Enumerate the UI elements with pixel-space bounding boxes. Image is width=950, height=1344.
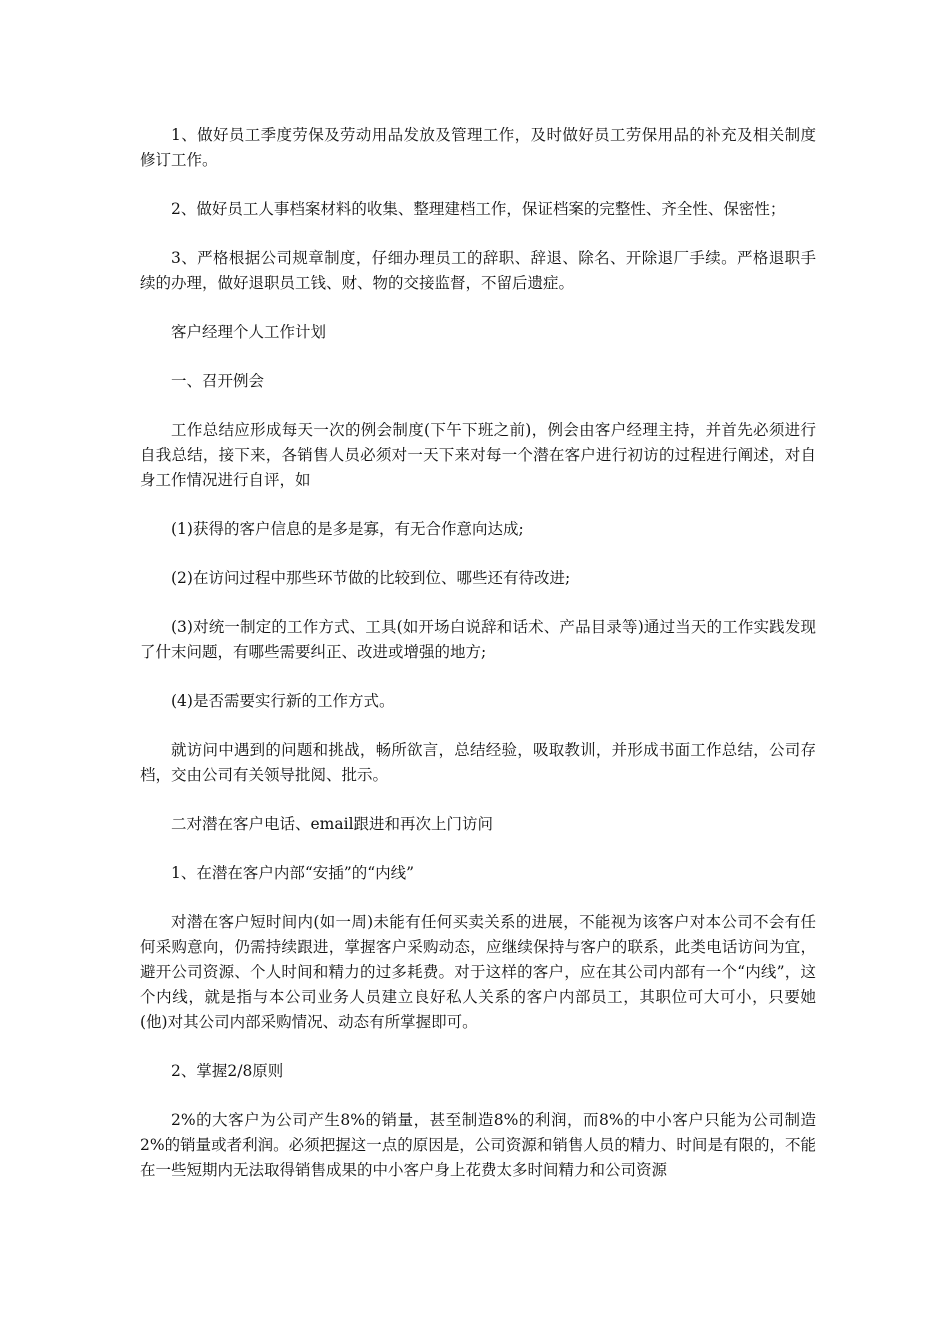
paragraph-inside-contact: 对潜在客户短时间内(如一周)未能有任何买卖关系的进展，不能视为该客户对本公司不会有任何采购意向，仍需持续跟进，掌握客户采购动态，应继续保持与客户的联系，此类电话访问为宜，避开公司资源、个人时间和精力的过多耗费。对于这样的客户，应在其公司内部有一个“内线”，这个内线，就是指与本公司业务人员建立良好私人关系的客户内部员工，其职位可大可小，只要她(他)对其公司内部采购情况、动态有所掌握即可。 — [140, 913, 816, 1031]
list-item-2: (2)在访问过程中那些环节做的比较到位、哪些还有待改进; — [171, 569, 571, 587]
paragraph-personnel-archives: 2、做好员工人事档案材料的收集、整理建档工作，保证档案的完整性、齐全性、保密性； — [171, 200, 786, 218]
heading-inside-contact: 1、在潜在客户内部“安插”的“内线” — [171, 864, 415, 882]
section-title-work-plan: 客户经理个人工作计划 — [171, 323, 327, 341]
paragraph-labor-protection: 1、做好员工季度劳保及劳动用品发放及管理工作，及时做好员工劳保用品的补充及相关制度修订工作。 — [140, 126, 816, 169]
paragraph-2-8-principle: 2%的大客户为公司产生8%的销量，甚至制造8%的利润，而8%的中小客户只能为公司制造2%的销量或者利润。必须把握这一点的原因是，公司资源和销售人员的精力、时间是有限的，不能在一些短期内无法取得销售成果的中小客户身上花费太多时间精力和公司资源 — [140, 1111, 816, 1179]
heading-hold-meetings: 一、召开例会 — [171, 372, 265, 390]
paragraph-resignation-procedures: 3、严格根据公司规章制度，仔细办理员工的辞职、辞退、除名、开除退厂手续。严格退职手续的办理，做好退职员工钱、财、物的交接监督，不留后遗症。 — [140, 249, 816, 292]
paragraph-summary: 就访问中遇到的问题和挑战，畅所欲言，总结经验，吸取教训，并形成书面工作总结，公司存档，交由公司有关领导批阅、批示。 — [140, 741, 816, 784]
list-item-3: (3)对统一制定的工作方式、工具(如开场白说辞和话术、产品目录等)通过当天的工作实践发现了什末问题，有哪些需要纠正、改进或增强的地方; — [140, 618, 816, 661]
document-body — [140, 123, 816, 1207]
heading-2-8-principle: 2、掌握2/8原则 — [171, 1062, 284, 1080]
heading-follow-up: 二对潜在客户电话、email跟进和再次上门访问 — [171, 815, 494, 833]
paragraph-meeting-system: 工作总结应形成每天一次的例会制度(下午下班之前)，例会由客户经理主持，并首先必须进行自我总结，接下来，各销售人员必须对一天下来对每一个潜在客户进行初访的过程进行阐述，对自身工作情况进行自评，如 — [140, 421, 816, 489]
list-item-1: (1)获得的客户信息的是多是寡，有无合作意向达成; — [171, 520, 524, 538]
list-item-4: (4)是否需要实行新的工作方式。 — [171, 692, 395, 710]
